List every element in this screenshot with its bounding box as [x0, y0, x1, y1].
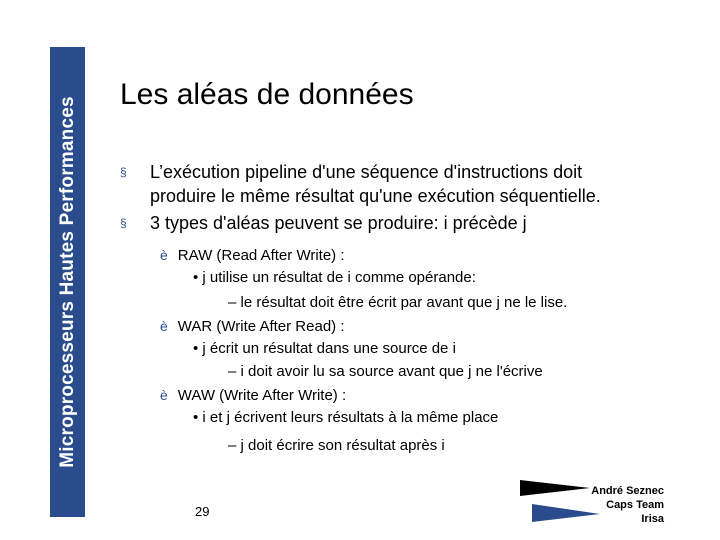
sidebar-title-text: Microprocesseurs Hautes Performances	[56, 96, 78, 468]
hazard-item	[160, 386, 346, 405]
arrow-right-icon: è	[160, 247, 168, 263]
author-team: Caps Team	[606, 499, 664, 511]
bullet-text: L’exécution pipeline d'une séquence d'instructions doit	[150, 162, 583, 182]
logo-top-wedge	[520, 480, 590, 496]
author-name: André Seznec	[591, 485, 664, 497]
hazard-label: WAR (Write After Read) :	[177, 318, 345, 335]
bullet-text: 3 types d'aléas peuvent se produire: i précède j	[150, 213, 527, 233]
author-block	[591, 484, 664, 526]
hazard-detail: – j doit écrire son résultat après i	[228, 437, 445, 454]
author-lab: Irisa	[641, 513, 664, 525]
bullet-item	[120, 211, 527, 235]
slide-number: 29	[195, 504, 210, 519]
hazard-label: WAW (Write After Write) :	[177, 387, 347, 404]
arrow-right-icon: è	[160, 318, 168, 334]
arrow-right-icon: è	[160, 387, 168, 403]
bullet-item	[120, 160, 601, 208]
sidebar-title	[50, 47, 85, 517]
bullet-text: produire le même résultat qu'une exécution séquentielle.	[150, 186, 601, 206]
hazard-item	[160, 317, 345, 336]
hazard-point: • j utilise un résultat de i comme opérande:	[193, 269, 476, 286]
logo-bottom-wedge	[532, 504, 600, 522]
hazard-point: • i et j écrivent leurs résultats à la même place	[193, 409, 499, 426]
hazard-item	[160, 246, 345, 265]
hazard-detail: – le résultat doit être écrit par avant que j ne le lise.	[228, 294, 568, 311]
hazard-point: • j écrit un résultat dans une source de i	[193, 340, 456, 357]
slide-title: Les aléas de données	[120, 78, 414, 111]
square-bullet-icon: §	[120, 165, 127, 179]
team-logo-icon	[520, 478, 602, 524]
square-bullet-icon: §	[120, 216, 127, 230]
hazard-label: RAW (Read After Write) :	[177, 247, 345, 264]
hazard-detail: – i doit avoir lu sa source avant que j ne l'écrive	[228, 363, 543, 380]
